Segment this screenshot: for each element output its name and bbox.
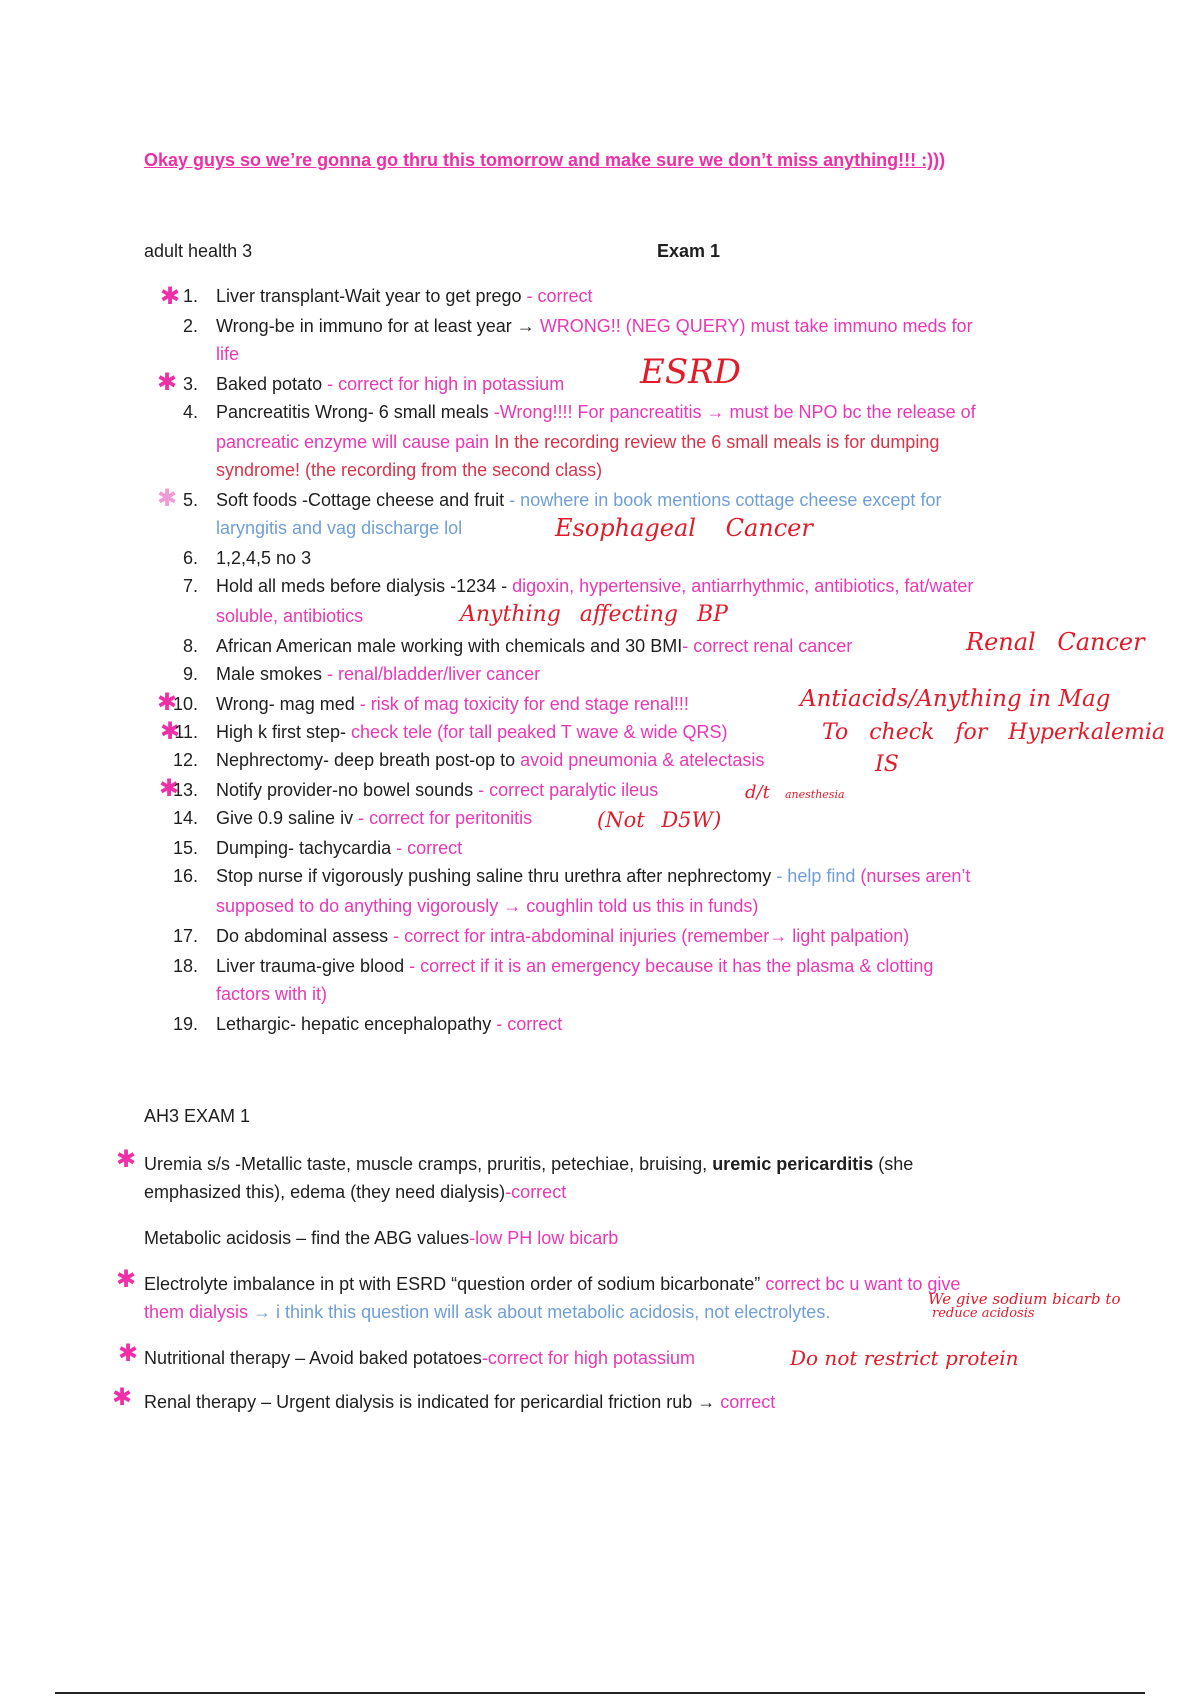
- item-number: 4.: [182, 402, 198, 422]
- handwritten-note: To check for Hyperkalemia: [822, 720, 1166, 745]
- star-mark-icon: ✱: [116, 1146, 137, 1173]
- handwritten-note: Esophageal Cancer: [555, 514, 813, 542]
- handwritten-note: We give sodium bicarb to: [928, 1290, 1121, 1308]
- handwritten-note: ESRD: [640, 352, 741, 392]
- course-title: adult health 3: [144, 241, 253, 261]
- list-item: Hold all meds before dialysis -1234 - digoxin, hypertensive, antiarrhythmic, antibiotics, fat/water: [216, 576, 974, 596]
- star-mark-icon: ✱: [112, 1384, 133, 1411]
- item-number: 5.: [182, 490, 198, 510]
- item-number: 2.: [182, 316, 198, 336]
- list-item-cont: supposed to do anything vigorously → coughlin told us this in funds): [216, 896, 759, 916]
- item-number: 13.: [172, 780, 198, 800]
- handwritten-note: Antiacids/Anything in Mag: [800, 686, 1111, 712]
- handwritten-note: anesthesia: [785, 788, 845, 801]
- star-mark-icon: ✱: [160, 283, 181, 310]
- paragraph-uremia-cont: emphasized this), edema (they need dialysis)-correct: [144, 1182, 567, 1202]
- star-mark-icon: ✱: [118, 1340, 139, 1367]
- list-item: Nephrectomy- deep breath post-op to avoid pneumonia & atelectasis: [216, 750, 765, 770]
- item-number: 1.: [182, 286, 198, 306]
- list-item-cont: laryngitis and vag discharge lol: [216, 518, 463, 538]
- list-item-cont: factors with it): [216, 984, 328, 1004]
- exam-title: Exam 1: [657, 241, 721, 261]
- list-item: Liver transplant-Wait year to get prego - correct: [216, 286, 593, 306]
- star-mark-icon: ✱: [157, 689, 178, 716]
- item-number: 6.: [182, 548, 198, 568]
- item-number: 10.: [172, 694, 198, 714]
- list-item-cont: syndrome! (the recording from the second class): [216, 460, 603, 480]
- section-title: AH3 EXAM 1: [144, 1106, 251, 1126]
- list-item: Stop nurse if vigorously pushing saline thru urethra after nephrectomy - help find (nurses aren’t: [216, 866, 971, 886]
- page-divider: [55, 1692, 1145, 1694]
- list-item: Wrong- mag med - risk of mag toxicity for end stage renal!!!: [216, 694, 689, 714]
- item-number: 15.: [172, 838, 198, 858]
- paragraph-uremia: Uremia s/s -Metallic taste, muscle cramps, pruritis, petechiae, bruising, uremic pericarditis (she: [144, 1154, 914, 1174]
- list-item: High k first step- check tele (for tall peaked T wave & wide QRS): [216, 722, 728, 742]
- paragraph-renal: Renal therapy – Urgent dialysis is indicated for pericardial friction rub → correct: [144, 1392, 776, 1412]
- list-item: Liver trauma-give blood - correct if it is an emergency because it has the plasma & clotting: [216, 956, 934, 976]
- item-number: 14.: [172, 808, 198, 828]
- list-item: Pancreatitis Wrong- 6 small meals -Wrong!!!! For pancreatitis → must be NPO bc the release of: [216, 402, 976, 422]
- paragraph-acidosis: Metabolic acidosis – find the ABG values-low PH low bicarb: [144, 1228, 619, 1248]
- item-number: 9.: [182, 664, 198, 684]
- item-number: 12.: [172, 750, 198, 770]
- list-item-cont: soluble, antibiotics: [216, 606, 364, 626]
- list-item: Male smokes - renal/bladder/liver cancer: [216, 664, 541, 684]
- handwritten-note: d/t: [745, 782, 770, 803]
- list-item-cont: pancreatic enzyme will cause pain In the recording review the 6 small meals is for dumping: [216, 432, 940, 452]
- list-item-cont: life: [216, 344, 240, 364]
- banner-note: Okay guys so we’re gonna go thru this tomorrow and make sure we don’t miss anything!!! :))): [144, 150, 946, 170]
- list-item: Dumping- tachycardia - correct: [216, 838, 463, 858]
- item-number: 8.: [182, 636, 198, 656]
- item-number: 17.: [172, 926, 198, 946]
- item-number: 16.: [172, 866, 198, 886]
- paragraph-electrolyte-cont: them dialysis → i think this question will ask about metabolic acidosis, not electrolytes.: [144, 1302, 831, 1322]
- item-number: 19.: [172, 1014, 198, 1034]
- star-mark-icon: ✱: [160, 718, 181, 745]
- item-number: 3.: [182, 374, 198, 394]
- star-mark-icon: ✱: [159, 775, 180, 802]
- star-mark-icon: ✱: [157, 485, 178, 512]
- list-item: Soft foods -Cottage cheese and fruit - nowhere in book mentions cottage cheese except for: [216, 490, 942, 510]
- list-item: Baked potato - correct for high in potassium: [216, 374, 565, 394]
- paragraph-nutrition: Nutritional therapy – Avoid baked potatoes-correct for high potassium: [144, 1348, 695, 1368]
- handwritten-note: (Not D5W): [597, 808, 722, 832]
- list-item: Notify provider-no bowel sounds - correct paralytic ileus: [216, 780, 659, 800]
- list-item: Do abdominal assess - correct for intra-abdominal injuries (remember→ light palpation): [216, 926, 910, 946]
- list-item: Give 0.9 saline iv - correct for peritonitis: [216, 808, 533, 828]
- handwritten-note: IS: [875, 752, 899, 777]
- handwritten-note: Renal Cancer: [966, 628, 1145, 656]
- list-item: African American male working with chemicals and 30 BMI- correct renal cancer: [216, 636, 853, 656]
- paragraph-electrolyte: Electrolyte imbalance in pt with ESRD “question order of sodium bicarbonate” correct bc u want to give: [144, 1274, 961, 1294]
- handwritten-note: reduce acidosis: [932, 1306, 1035, 1321]
- item-number: 18.: [172, 956, 198, 976]
- handwritten-note: Do not restrict protein: [790, 1346, 1019, 1370]
- star-mark-icon: ✱: [116, 1266, 137, 1293]
- star-mark-icon: ✱: [157, 369, 178, 396]
- list-item: Wrong-be in immuno for at least year → WRONG!! (NEG QUERY) must take immuno meds for: [216, 316, 973, 336]
- list-item: Lethargic- hepatic encephalopathy - correct: [216, 1014, 563, 1034]
- item-number: 11.: [174, 722, 198, 742]
- item-number: 7.: [182, 576, 198, 596]
- handwritten-note: Anything affecting BP: [460, 602, 728, 627]
- list-item: 1,2,4,5 no 3: [216, 548, 312, 568]
